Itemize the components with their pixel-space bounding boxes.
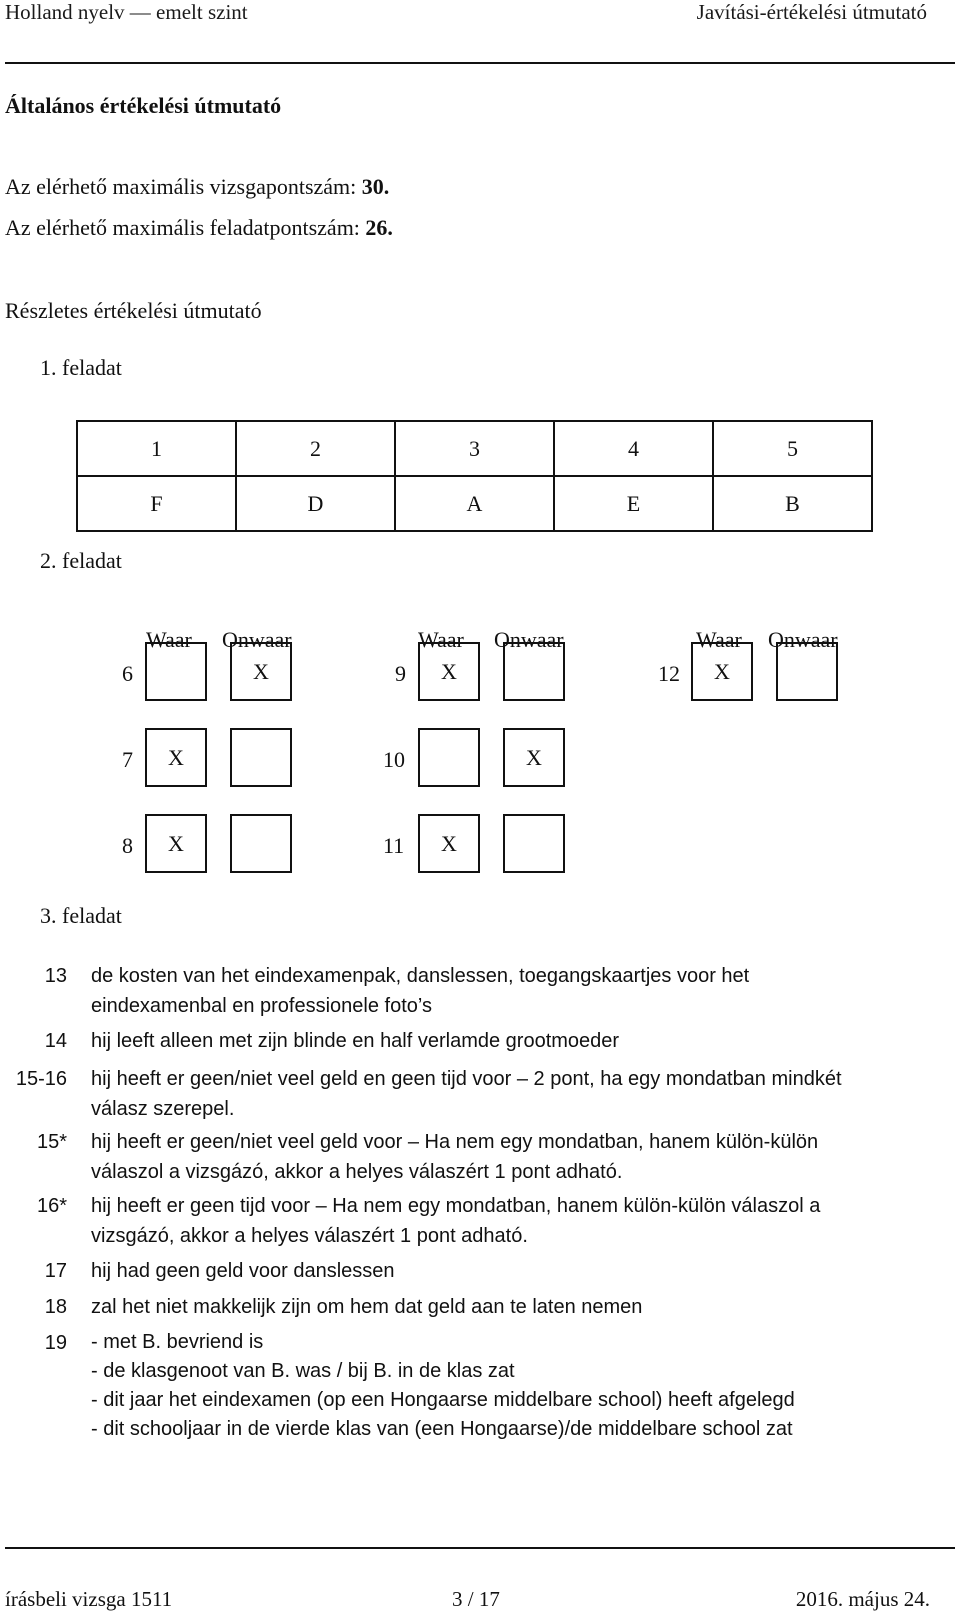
- waar-checkbox: X: [691, 642, 753, 701]
- task2-item-number: 8: [122, 833, 133, 858]
- onwaar-header: Onwaar: [494, 627, 564, 652]
- task3-text-line: hij leeft alleen met zijn blinde en half verlamde grootmoeder: [91, 1030, 620, 1052]
- task1-table: [76, 420, 873, 532]
- task1-answer: E: [554, 476, 713, 531]
- task3-item-number: 15-16: [15, 1068, 67, 1090]
- waar-header: Waar: [418, 627, 464, 652]
- task3-text-line: - met B. bevriend is: [91, 1331, 264, 1353]
- task3-text-line: válaszol a vizsgázó, akkor a helyes válaszért 1 pont adható.: [91, 1161, 623, 1183]
- waar-header: Waar: [696, 627, 742, 652]
- task1-number: 1: [77, 421, 236, 476]
- waar-checkbox: X: [418, 814, 480, 873]
- waar-checkbox: X: [145, 728, 207, 787]
- waar-checkbox: X: [418, 642, 480, 701]
- waar-checkbox: [145, 642, 207, 701]
- header-rule: [5, 62, 955, 64]
- footer-rule: [5, 1547, 955, 1549]
- task3-text-line: hij had geen geld voor danslessen: [91, 1260, 395, 1282]
- task3-item-text: [91, 1328, 951, 1444]
- task3-text-line: zal het niet makkelijk zijn om hem dat geld aan te laten nemen: [91, 1296, 643, 1318]
- max-task-score-label: Az elérhető maximális feladatpontszám:: [5, 215, 360, 240]
- task3-text-line: hij heeft er geen tijd voor – Ha nem egy mondatban, hanem külön-külön válaszol a: [91, 1195, 821, 1217]
- task3-item-number: 17: [44, 1260, 67, 1282]
- task1-answer: B: [713, 476, 872, 531]
- task2-item-number: 11: [383, 833, 405, 858]
- task3-item-text: [91, 1191, 951, 1251]
- task3-text-line: - dit jaar het eindexamen (op een Hongaarse middelbare school) heeft afgelegd: [91, 1389, 795, 1411]
- task3-item-number: 18: [44, 1296, 67, 1318]
- task3-item-text: [91, 1064, 951, 1124]
- task2-item-number: 7: [122, 747, 133, 772]
- task3-text-line: eindexamenbal en professionele foto’s: [91, 995, 432, 1017]
- onwaar-checkbox: [230, 728, 292, 787]
- task3-item-number: 13: [44, 965, 67, 987]
- max-exam-score-value: 30.: [361, 174, 390, 199]
- task3-text-line: hij heeft er geen/niet veel geld voor – Ha nem egy mondatban, hanem külön-külön: [91, 1131, 819, 1153]
- task3-item-text: [91, 961, 951, 1021]
- task3-item-number: 16*: [36, 1195, 67, 1217]
- task1-answer-row: [77, 476, 872, 531]
- task3-text-line: - de klasgenoot van B. was / bij B. in de klas zat: [91, 1360, 515, 1382]
- onwaar-header: Onwaar: [222, 627, 292, 652]
- detailed-title: Részletes értékelési útmutató: [5, 298, 262, 323]
- task1-number: 2: [236, 421, 395, 476]
- task1-number: 3: [395, 421, 554, 476]
- waar-checkbox: [418, 728, 480, 787]
- task3-text-line: vizsgázó, akkor a helyes válaszért 1 pont adható.: [91, 1225, 528, 1247]
- header-left: Holland nyelv — emelt szint: [5, 0, 248, 24]
- task3-item-number: 14: [44, 1030, 67, 1052]
- task3-text-line: válasz szerepel.: [91, 1098, 235, 1120]
- max-exam-score-label: Az elérhető maximális vizsgapontszám:: [5, 174, 357, 199]
- task3-item-text: [91, 1292, 951, 1322]
- task2-item-number: 10: [383, 747, 405, 772]
- header-right: Javítási-értékelési útmutató: [696, 0, 927, 24]
- max-exam-score: [5, 174, 389, 200]
- waar-header: Waar: [146, 627, 192, 652]
- waar-checkbox: X: [145, 814, 207, 873]
- task1-answer: D: [236, 476, 395, 531]
- onwaar-checkbox: [230, 814, 292, 873]
- task2-item-number: 9: [395, 661, 406, 686]
- onwaar-checkbox: [503, 642, 565, 701]
- onwaar-checkbox: X: [503, 728, 565, 787]
- footer-left: írásbeli vizsga 1511: [5, 1587, 173, 1611]
- task1-number-row: [77, 421, 872, 476]
- task3-text-line: hij heeft er geen/niet veel geld en geen tijd voor – 2 pont, ha egy mondatban mindkét: [91, 1068, 842, 1090]
- task3-item-number: 19: [44, 1332, 67, 1354]
- max-task-score-value: 26.: [365, 215, 393, 240]
- onwaar-checkbox: [776, 642, 838, 701]
- task3-text-line: de kosten van het eindexamenpak, danslessen, toegangskaartjes voor het: [91, 965, 750, 987]
- task1-answer: A: [395, 476, 554, 531]
- onwaar-header: Onwaar: [768, 627, 838, 652]
- task3-item-text: [91, 1026, 951, 1056]
- max-task-score: [5, 215, 393, 241]
- task3-item-number: 15*: [36, 1131, 67, 1153]
- task2-label: 2. feladat: [40, 548, 122, 573]
- page-number: 3 / 17: [452, 1587, 500, 1611]
- task1-label: 1. feladat: [40, 355, 122, 380]
- general-title: Általános értékelési útmutató: [5, 93, 282, 118]
- task3-item-text: [91, 1256, 951, 1286]
- onwaar-checkbox: [503, 814, 565, 873]
- task1-number: 5: [713, 421, 872, 476]
- task3-text-line: - dit schooljaar in de vierde klas van (een Hongaarse)/de middelbare school zat: [91, 1418, 793, 1440]
- task3-label: 3. feladat: [40, 903, 122, 928]
- task2-item-number: 12: [658, 661, 680, 686]
- footer-date: 2016. május 24.: [795, 1587, 930, 1611]
- task3-item-text: [91, 1127, 951, 1187]
- task2-item-number: 6: [122, 661, 133, 686]
- task1-answer: F: [77, 476, 236, 531]
- onwaar-checkbox: X: [230, 642, 292, 701]
- task1-number: 4: [554, 421, 713, 476]
